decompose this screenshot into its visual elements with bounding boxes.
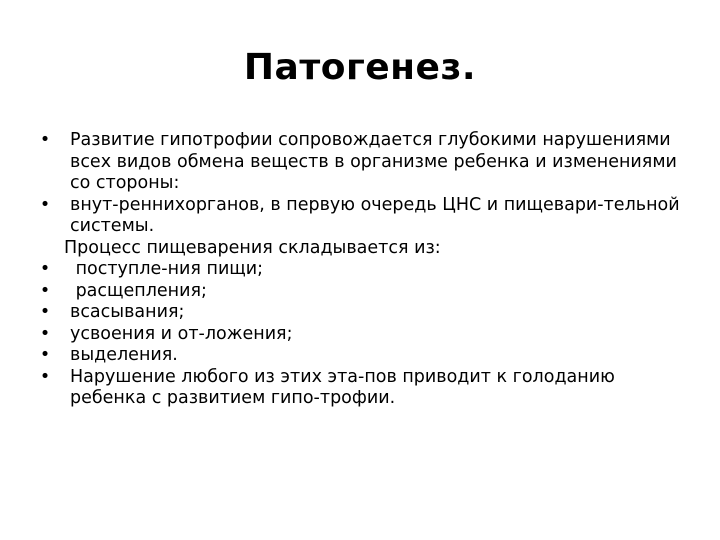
list-item-text: расщепления;: [70, 280, 207, 301]
list-item-text: всасывания;: [70, 302, 185, 322]
list-item: [38, 195, 688, 238]
list-item: [38, 345, 688, 367]
bullet-icon: •: [39, 130, 51, 150]
list-item-text: выделения.: [70, 345, 178, 365]
list-item-text: поступле-ния пищи;: [70, 259, 264, 279]
list-subheading-text: Процесс пищеварения складывается из:: [64, 237, 441, 258]
list-item-text: Развитие гипотрофии сопровождается глубокими нарушениями всех видов обмена веществ в организме ребенка и изменениями со стороны:: [70, 130, 677, 193]
list-item: [38, 302, 688, 324]
list-item: [38, 367, 688, 410]
bullet-icon: •: [39, 259, 51, 279]
bullet-icon: •: [39, 280, 51, 301]
list-item-text: Нарушение любого из этих эта-пов приводит к голоданию ребенка с развитием гипо-трофии.: [70, 366, 615, 408]
list-item: [38, 130, 688, 195]
bullet-icon: •: [39, 323, 51, 344]
list-item: [38, 281, 688, 303]
slide-content: [38, 130, 688, 410]
list-subheading: [38, 238, 688, 260]
list-item: [38, 324, 688, 346]
list-item-text: внут-реннихорганов, в первую очередь ЦНС и пищевари-тельной системы.: [70, 194, 680, 236]
list-item: [38, 259, 688, 281]
list-item-text: усвоения и от-ложения;: [70, 323, 293, 344]
bullet-icon: •: [39, 194, 51, 215]
bullet-icon: •: [39, 366, 51, 387]
slide-title: Патогенез.: [243, 47, 477, 88]
bullet-icon: •: [39, 345, 51, 365]
bullet-icon: •: [39, 302, 51, 322]
